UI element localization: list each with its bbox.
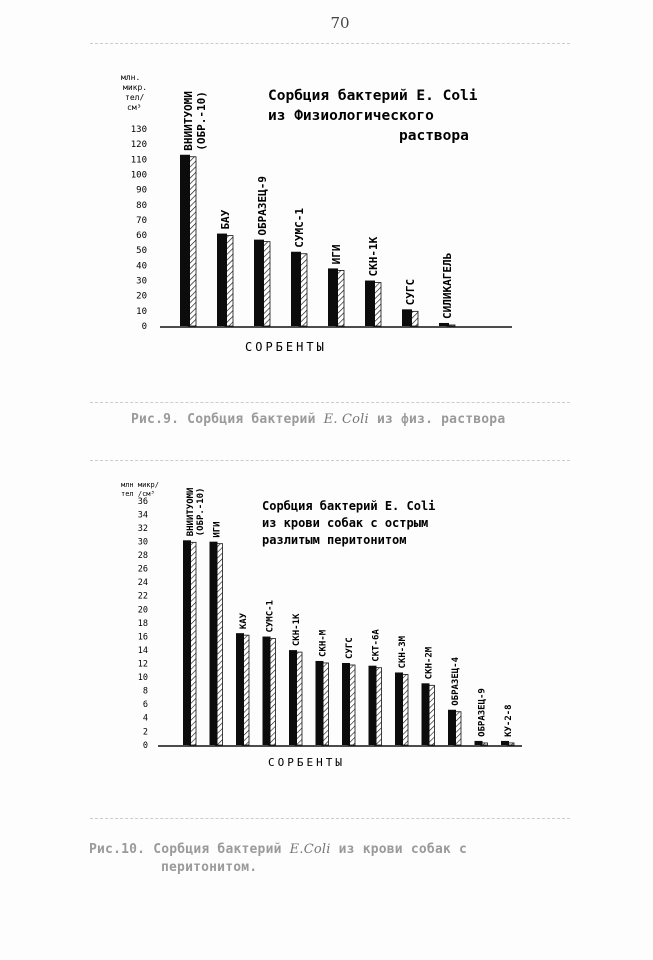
bar-label: ОБРАЗЕЦ-9 [256,176,269,236]
bar-label: СКН-3М [398,635,408,669]
bar [316,661,324,745]
bar [210,542,218,745]
y-tick-label: 0 [142,740,148,751]
bar-label: СУМС-1 [293,207,306,248]
caption-suffix: из крови собак с [338,842,468,857]
chart-title: Сорбция бактерий E. Coli [262,499,436,513]
y-tick-label: 10 [137,673,148,684]
bar [395,672,403,745]
bar-label: СКТ-6А [371,629,382,662]
y-tick-label: 34 [137,510,148,521]
caption-species: E.Coli [289,842,331,857]
y-tick-label: 24 [137,578,148,589]
bar-label: БАУ [219,209,232,230]
y-tick-label: 6 [142,700,148,711]
y-tick-label: 90 [136,185,147,196]
y-tick-label: 40 [136,261,147,272]
bar [342,663,350,745]
caption-species: E. Coli [323,412,369,427]
chart-title: из крови собак с острым [262,516,429,530]
bar [289,650,297,745]
y-tick-label: 32 [137,523,148,534]
y-axis-label: см³ [127,103,142,112]
chart-title: раствора [399,128,469,144]
y-tick-label: 130 [130,125,147,135]
bar-label: СУМС-1 [265,600,276,633]
bar-label: СУГС [404,278,417,306]
y-tick-label: 4 [142,713,148,724]
bar-label: СКН-М [318,629,329,657]
bar [475,741,483,745]
caption-suffix: из физ. раствора [376,412,506,427]
y-tick-label: 20 [136,291,147,302]
bar-label: ОБРАЗЕЦ-9 [477,688,488,737]
y-tick-label: 30 [137,537,148,548]
section-divider [90,818,570,819]
bar-label: КАУ [239,612,249,630]
bar-label: ВНИИТУОМИ [186,487,196,537]
y-axis-label: млн. [121,73,141,82]
x-axis-label: СОРБЕНТЫ [245,340,327,354]
y-tick-label: 28 [137,551,148,562]
y-tick-label: 16 [137,632,148,643]
page-number: 70 [330,14,350,32]
bar-label: (ОБР.-10) [195,91,208,151]
y-tick-label: 100 [130,170,147,181]
bar-label: СКН-1К [367,236,380,277]
caption-line2: перитонитом. [161,860,258,875]
y-tick-label: 10 [136,306,147,317]
y-tick-label: 12 [137,659,148,670]
y-tick-label: 22 [137,591,148,602]
chart-title: разлитым перитонитом [262,533,407,547]
y-tick-label: 18 [137,618,148,629]
bar-label: СУГС [345,637,355,659]
y-tick-label: 20 [137,605,148,616]
bar [422,683,430,745]
bar-label: СИЛИКАГЕЛЬ [441,252,454,319]
bar [183,540,191,745]
y-tick-label: 30 [136,276,147,287]
y-tick-label: 2 [142,727,148,738]
bar-label: СКН-1К [292,613,302,647]
y-tick-label: 14 [137,645,148,656]
bar-label: ИГИ [212,521,223,538]
y-tick-label: 0 [141,322,147,332]
x-axis-label: СОРБЕНТЫ [268,756,345,769]
bar [236,633,244,745]
y-tick-label: 110 [130,155,147,166]
bar-label: СКН-2М [424,646,435,680]
caption-prefix: Рис.10. Сорбция бактерий [89,842,282,857]
y-tick-label: 36 [137,496,148,507]
y-tick-label: 8 [142,686,148,697]
y-axis-label: тел/ [125,93,145,102]
bar-label: КУ-2-8 [504,704,514,737]
chart-title: Сорбция бактерий E. Coli [268,88,478,104]
y-tick-label: 120 [130,140,147,151]
bar-label: ОБРАЗЕЦ-4 [451,656,461,706]
y-tick-label: 80 [136,200,147,211]
bar [369,666,377,745]
caption-prefix: Рис.9. Сорбция бактерий [131,412,316,427]
bar [448,710,456,745]
bar [263,637,271,745]
y-axis-label: тел /см³ [121,490,155,498]
y-tick-label: 70 [136,215,147,226]
chart-title: из Физиологического [268,108,434,124]
bar-label: ВНИИТУОМИ [182,91,195,151]
y-tick-label: 26 [137,564,148,575]
y-tick-label: 60 [136,231,147,242]
y-axis-label: микр. [123,83,148,92]
bar-label: (ОБР.-10) [196,487,206,537]
bar-label: ИГИ [330,244,343,265]
bar [501,741,509,745]
y-axis-label: млн микр/ [121,481,159,489]
y-tick-label: 50 [136,246,147,257]
figure-10-caption [89,841,467,877]
